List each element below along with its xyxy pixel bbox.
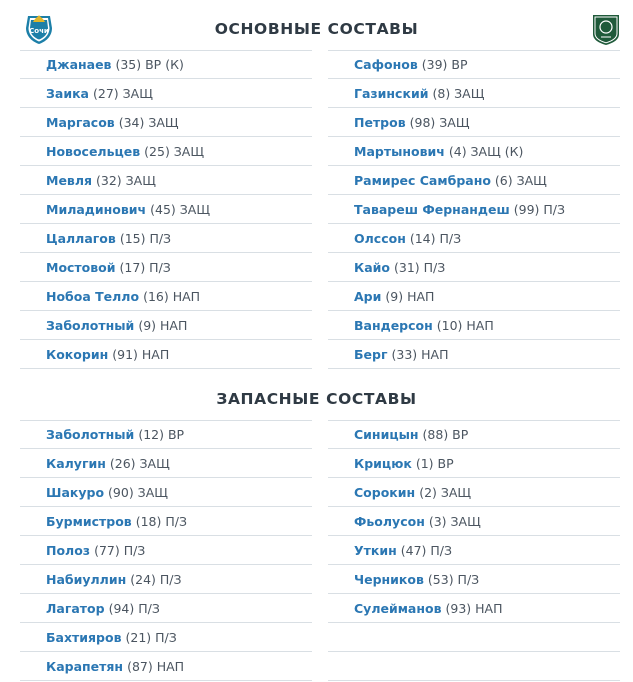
player-row xyxy=(328,108,620,137)
player-name-link[interactable]: Шакуро xyxy=(46,484,105,500)
player-row xyxy=(20,50,312,79)
player-number-position: (33) НАП xyxy=(391,346,449,362)
player-name-link[interactable]: Ари xyxy=(354,288,382,304)
player-row xyxy=(328,420,620,449)
player-row xyxy=(20,253,312,282)
player-row xyxy=(328,50,620,79)
player-name-link[interactable]: Фьолусон xyxy=(354,513,425,529)
player-name-link[interactable]: Кайо xyxy=(354,259,390,275)
player-number-position: (8) ЗАЩ xyxy=(432,85,485,101)
player-name-link[interactable]: Рамирес Самбрано xyxy=(354,172,491,188)
player-name-link[interactable]: Бахтияров xyxy=(46,629,122,645)
home-substitutes-list xyxy=(20,420,312,681)
player-number-position: (9) НАП xyxy=(138,317,188,333)
player-row xyxy=(328,195,620,224)
player-row xyxy=(328,224,620,253)
player-number-position: (9) НАП xyxy=(385,288,435,304)
player-name-link[interactable]: Сафонов xyxy=(354,57,418,72)
away-team-logo[interactable] xyxy=(589,12,623,46)
player-row xyxy=(20,420,312,449)
player-name-link[interactable]: Петров xyxy=(354,114,406,130)
player-name-link[interactable]: Миладинович xyxy=(46,201,147,217)
empty-row xyxy=(328,623,620,652)
away-substitutes-list xyxy=(328,420,620,681)
home-logo-text: Сочи xyxy=(29,27,49,35)
player-name-link[interactable]: Крицюк xyxy=(354,455,412,471)
player-row xyxy=(20,195,312,224)
player-number-position: (24) П/З xyxy=(130,571,182,587)
player-row xyxy=(20,623,312,652)
player-number-position: (14) П/З xyxy=(409,230,462,246)
home-starting-list xyxy=(20,50,312,369)
player-row xyxy=(20,478,312,507)
player-row xyxy=(328,166,620,195)
player-name-link[interactable]: Олссон xyxy=(354,230,406,246)
main-lineups-title: ОСНОВНЫЕ СОСТАВЫ xyxy=(214,20,419,38)
player-number-position: (18) П/З xyxy=(135,513,187,529)
player-number-position: (34) ЗАЩ xyxy=(118,114,179,130)
player-number-position: (35) ВР (К) xyxy=(115,57,184,72)
player-row xyxy=(20,311,312,340)
player-row xyxy=(328,478,620,507)
player-name-link[interactable]: Заболотный xyxy=(46,427,135,442)
player-name-link[interactable]: Нобоа Телло xyxy=(46,288,140,304)
player-number-position: (91) НАП xyxy=(112,346,170,362)
player-number-position: (98) ЗАЩ xyxy=(409,114,470,130)
player-row xyxy=(328,79,620,108)
player-row xyxy=(328,565,620,594)
player-name-link[interactable]: Заика xyxy=(46,85,89,101)
player-number-position: (94) П/З xyxy=(108,600,160,616)
player-row xyxy=(20,282,312,311)
player-name-link[interactable]: Берг xyxy=(354,346,388,362)
player-row xyxy=(20,536,312,565)
player-name-link[interactable]: Сорокин xyxy=(354,484,416,500)
player-number-position: (17) П/З xyxy=(119,259,171,275)
player-row xyxy=(20,166,312,195)
player-row xyxy=(20,340,312,369)
player-row xyxy=(328,594,620,623)
player-number-position: (47) П/З xyxy=(400,542,453,558)
player-name-link[interactable]: Карапетян xyxy=(46,658,124,674)
player-number-position: (10) НАП xyxy=(436,317,494,333)
player-row xyxy=(328,253,620,282)
player-name-link[interactable]: Уткин xyxy=(354,542,397,558)
player-row xyxy=(328,137,620,166)
player-number-position: (53) П/З xyxy=(427,571,480,587)
player-name-link[interactable]: Кокорин xyxy=(46,346,109,362)
away-starting-list xyxy=(328,50,620,369)
player-name-link[interactable]: Цаллагов xyxy=(46,230,116,246)
player-number-position: (39) ВР xyxy=(421,57,468,72)
player-number-position: (16) НАП xyxy=(143,288,201,304)
player-number-position: (27) ЗАЩ xyxy=(93,85,153,101)
player-name-link[interactable]: Черников xyxy=(354,571,424,587)
player-name-link[interactable]: Газинский xyxy=(354,85,429,101)
player-number-position: (2) ЗАЩ xyxy=(419,484,472,500)
player-row xyxy=(20,79,312,108)
player-name-link[interactable]: Мартынович xyxy=(354,143,445,159)
player-name-link[interactable]: Заболотный xyxy=(46,317,135,333)
player-number-position: (32) ЗАЩ xyxy=(96,172,156,188)
player-number-position: (3) ЗАЩ xyxy=(428,513,481,529)
player-name-link[interactable]: Вандерсон xyxy=(354,317,433,333)
player-number-position: (31) П/З xyxy=(394,259,446,275)
player-name-link[interactable]: Бурмистров xyxy=(46,513,132,529)
substitutes-title: ЗАПАСНЫЕ СОСТАВЫ xyxy=(216,390,417,408)
player-name-link[interactable]: Маргасов xyxy=(46,114,115,130)
player-number-position: (26) ЗАЩ xyxy=(109,455,170,471)
player-number-position: (88) ВР xyxy=(422,427,469,442)
player-number-position: (1) ВР xyxy=(415,455,454,471)
player-number-position: (15) П/З xyxy=(119,230,172,246)
player-name-link[interactable]: Тавареш Фернандеш xyxy=(354,201,510,217)
player-row xyxy=(20,565,312,594)
player-name-link[interactable]: Лагатор xyxy=(46,600,105,616)
player-row xyxy=(328,282,620,311)
empty-row xyxy=(328,652,620,681)
player-number-position: (25) ЗАЩ xyxy=(144,143,205,159)
player-row xyxy=(328,507,620,536)
player-number-position: (12) ВР xyxy=(138,427,185,442)
player-number-position: (45) ЗАЩ xyxy=(150,201,210,217)
player-number-position: (90) ЗАЩ xyxy=(108,484,168,500)
krasnodar-logo-icon xyxy=(589,12,623,46)
player-row xyxy=(20,449,312,478)
player-number-position: (6) ЗАЩ xyxy=(494,172,547,188)
player-number-position: (87) НАП xyxy=(127,658,185,674)
player-row xyxy=(20,652,312,681)
player-number-position: (77) П/З xyxy=(94,542,146,558)
player-row xyxy=(20,594,312,623)
player-name-link[interactable]: Калугин xyxy=(46,455,106,471)
player-row xyxy=(328,536,620,565)
player-row xyxy=(20,507,312,536)
player-name-link[interactable]: Мостовой xyxy=(46,259,116,275)
player-name-link[interactable]: Сулейманов xyxy=(354,600,442,616)
player-row xyxy=(328,340,620,369)
player-row xyxy=(20,224,312,253)
player-row xyxy=(328,311,620,340)
player-row xyxy=(20,108,312,137)
player-number-position: (93) НАП xyxy=(445,600,503,616)
player-name-link[interactable]: Мевля xyxy=(46,172,93,188)
player-name-link[interactable]: Джанаев xyxy=(46,57,112,72)
player-name-link[interactable]: Синицын xyxy=(354,427,419,442)
player-number-position: (4) ЗАЩ (К) xyxy=(448,143,524,159)
player-name-link[interactable]: Новосельцев xyxy=(46,143,141,159)
player-name-link[interactable]: Набиуллин xyxy=(46,571,127,587)
player-number-position: (99) П/З xyxy=(513,201,566,217)
player-row xyxy=(328,449,620,478)
player-row xyxy=(20,137,312,166)
player-number-position: (21) П/З xyxy=(125,629,177,645)
player-name-link[interactable]: Полоз xyxy=(46,542,91,558)
